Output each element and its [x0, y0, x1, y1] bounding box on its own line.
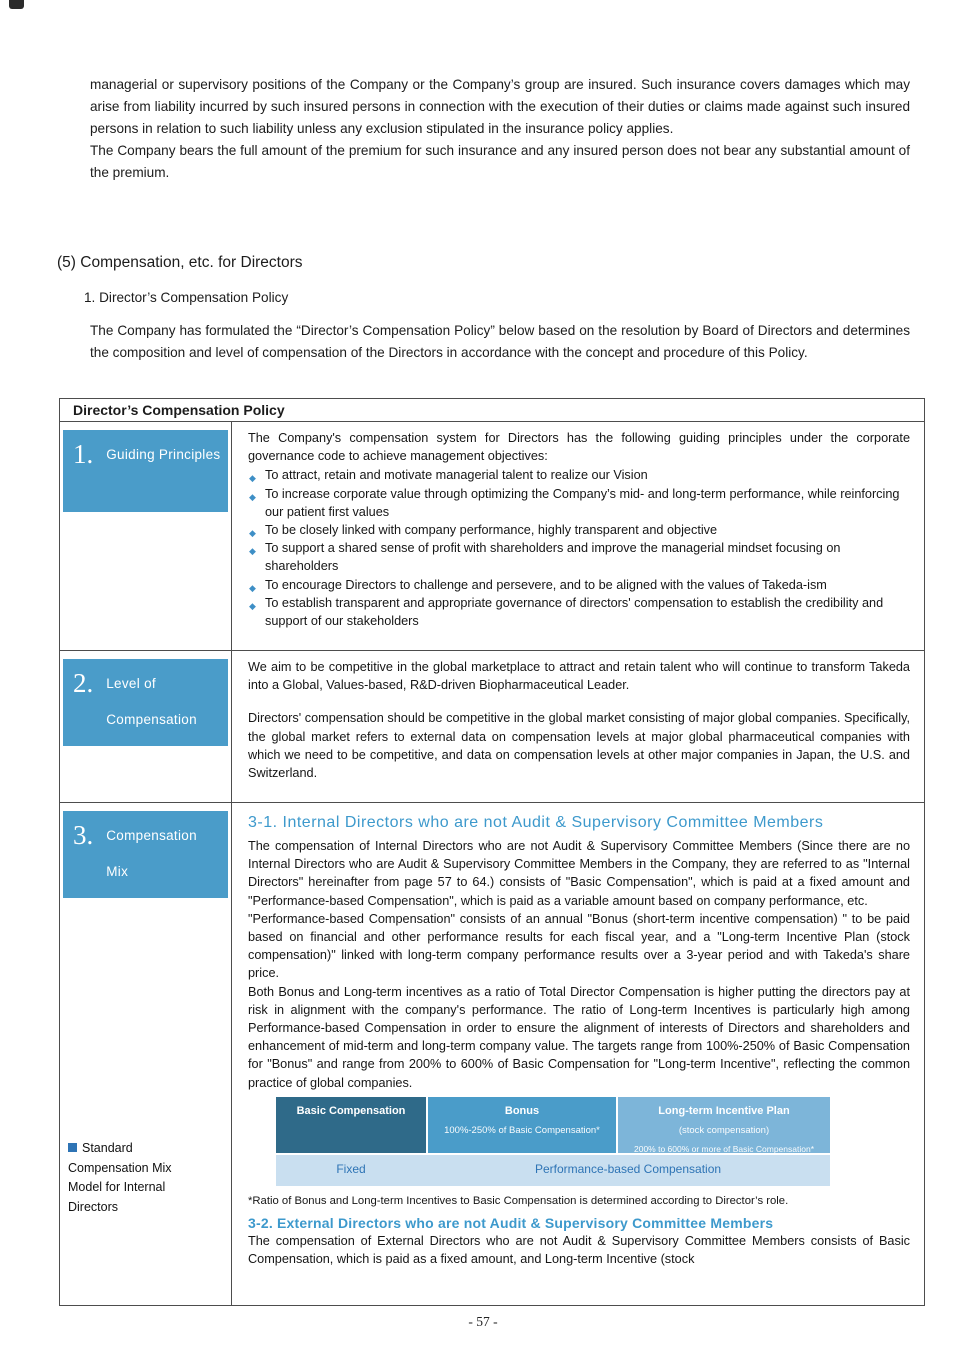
- bonus-box: [428, 1097, 616, 1153]
- mix-left-column: [60, 803, 232, 1305]
- guiding-principles-left-column: [60, 422, 232, 650]
- row-number: 3.: [73, 820, 94, 850]
- performance-based-label: Performance-based Compensation: [534, 1161, 722, 1176]
- heading-3-2: 3-2. External Directors who are not Audit & Supervisory Committee Members: [248, 1215, 774, 1232]
- compensation-mix-chart: [276, 1097, 830, 1186]
- long-term-incentive-box: [618, 1097, 830, 1153]
- level-left-column: [60, 651, 232, 802]
- row-label: Level of Compensation: [106, 676, 197, 727]
- basic-compensation-title: Basic Compensation: [296, 1104, 406, 1117]
- level-header-box: [63, 659, 228, 746]
- guiding-bullet: ◆ To support a shared sense of profit with shareholders and improve the managerial mindset focusing on shareholders: [248, 539, 910, 575]
- lti-title: Long-term Incentive Plan: [658, 1104, 790, 1117]
- mix-header-box: [63, 811, 228, 898]
- guiding-bullet: ◆ To encourage Directors to challenge and persevere, and to be aligned with the values of Takeda-ism: [248, 576, 910, 594]
- row-label: Guiding Principles: [106, 447, 221, 462]
- insurance-paragraphs: [90, 74, 910, 184]
- guiding-principles-content: [232, 422, 924, 650]
- compensation-policy-table: [59, 398, 925, 1306]
- page-number: - 57 -: [468, 1314, 498, 1329]
- mix-paragraph-1: The compensation of Internal Directors who are not Audit & Supervisory Committee Members (Since there are no Internal Directors who are Audit & Supervisory Committee Members in the Company, they are referred to as "Internal Directors" hereinafter from page 57 to 64.) consists of "Basic Compensation", which is paid at a fixed amount and "Performance-based Compensation", which is paid as a variable amount based on company performance, etc.: [248, 839, 910, 908]
- bonus-subtitle: 100%-250% of Basic Compensation*: [444, 1125, 600, 1137]
- basic-compensation-box: [276, 1097, 426, 1153]
- level-of-compensation-row: [60, 650, 924, 802]
- lti-subtitle-2: 200% to 600% or more of Basic Compensation*: [633, 1144, 814, 1155]
- chart-top-row: [276, 1097, 830, 1153]
- row-label: Compensation Mix: [106, 828, 197, 879]
- chart-bottom-band: [276, 1155, 830, 1186]
- insurance-paragraph-1: managerial or supervisory positions of the Company or the Company’s group are insured. Such insurance covers damages which may arise from liability incurred by such insured persons in connection with the execution of their duties or claims made against such insured persons in relation to such liability unless any exclusion stipulated in the insurance policy applies.: [90, 77, 910, 136]
- section-heading: (5) Compensation, etc. for Directors: [57, 254, 303, 271]
- blue-square-icon: [68, 1143, 77, 1152]
- scan-artifact: [9, 0, 24, 9]
- guiding-intro: The Company's compensation system for Directors has the following guiding principles under the corporate governance code to achieve management objectives:: [248, 431, 910, 464]
- guiding-principles-row: [60, 422, 924, 650]
- chart-side-label: [68, 1139, 196, 1217]
- mix-paragraph-2: "Performance-based Compensation" consists of an annual "Bonus (short-term incentive compensation) " to be paid based on financial and other performance results for each fiscal year, and a "Long-term Incentive Plan (stock compensation)" linked with long-term company performance results over a 3-year period and with Takeda's share price.: [248, 911, 910, 981]
- chart-side-label-text: Standard Compensation Mix Model for Internal Directors: [68, 1141, 172, 1214]
- fixed-label: Fixed: [336, 1161, 366, 1176]
- mix-content: [232, 803, 924, 1305]
- row-number: 2.: [73, 668, 94, 698]
- row-number: 1.: [73, 439, 94, 469]
- guiding-bullet-list: [248, 466, 910, 630]
- chart-footnote: *Ratio of Bonus and Long-term Incentives to Basic Compensation is determined according to Director’s role.: [248, 1194, 789, 1207]
- guiding-bullet: ◆ To be closely linked with company performance, highly transparent and objective: [248, 521, 910, 539]
- level-paragraph-2: Directors' compensation should be competitive in the global market consisting of major global companies. Specifically, the global market refers to external data on compensation levels at major global pharmaceutical companies with which we need to be competitive, and data on compensation levels at other major companies in Japan, the U.S. and Switzerland.: [248, 711, 910, 781]
- section-intro-paragraph: The Company has formulated the “Director’s Compensation Policy” below based on the resolution by Board of Directors and determines the composition and level of compensation of the Directors in accordance with the concept and procedure of this Policy.: [90, 323, 910, 360]
- level-paragraph-1: We aim to be competitive in the global marketplace to attract and retain talent who will continue to transform Takeda into a Global, Values-based, R&D-driven Biopharmaceutical Leader.: [248, 660, 910, 693]
- guiding-bullet: ◆ To attract, retain and motivate managerial talent to realize our Vision: [248, 466, 910, 484]
- mix-paragraph-4: The compensation of External Directors who are not Audit & Supervisory Committee Members consists of Basic Compensation, which is paid as a fixed amount, and Long-term Incentive (stock: [248, 1234, 910, 1267]
- guiding-principles-header-box: [63, 430, 228, 512]
- guiding-bullet: ◆ To establish transparent and appropriate governance of directors' compensation to establish the credibility and support of our stakeholders: [248, 594, 910, 630]
- guiding-bullet: ◆ To increase corporate value through optimizing the Company’s mid- and long-term performance, while reinforcing our patient first values: [248, 485, 910, 521]
- subsection-heading: 1. Director’s Compensation Policy: [84, 290, 289, 305]
- lti-subtitle-1: (stock compensation): [678, 1125, 770, 1137]
- compensation-mix-row: [60, 802, 924, 1305]
- insurance-paragraph-2: The Company bears the full amount of the premium for such insurance and any insured person does not bear any substantial amount of the premium.: [90, 143, 910, 180]
- mix-paragraph-3: Both Bonus and Long-term incentives as a ratio of Total Director Compensation is higher putting the directors pay at risk in alignment with the company's performance. The ratio of Long-term Incentives is particularly high among Performance-based Compensation in order to ensure the alignment of interests of Directors and shareholders and enhancement of mid-term and long-term company value. The targets range from 100%-250% of Basic Compensation for "Bonus" and range from 200% to 600% of Basic Compensation for "Long-term Incentive", reflecting the common practice of global companies.: [248, 984, 910, 1090]
- level-content: [232, 651, 924, 802]
- heading-3-1: 3-1. Internal Directors who are not Audit & Supervisory Committee Members: [248, 814, 824, 831]
- bonus-title: Bonus: [504, 1104, 540, 1117]
- policy-table-title: Director’s Compensation Policy: [60, 399, 924, 422]
